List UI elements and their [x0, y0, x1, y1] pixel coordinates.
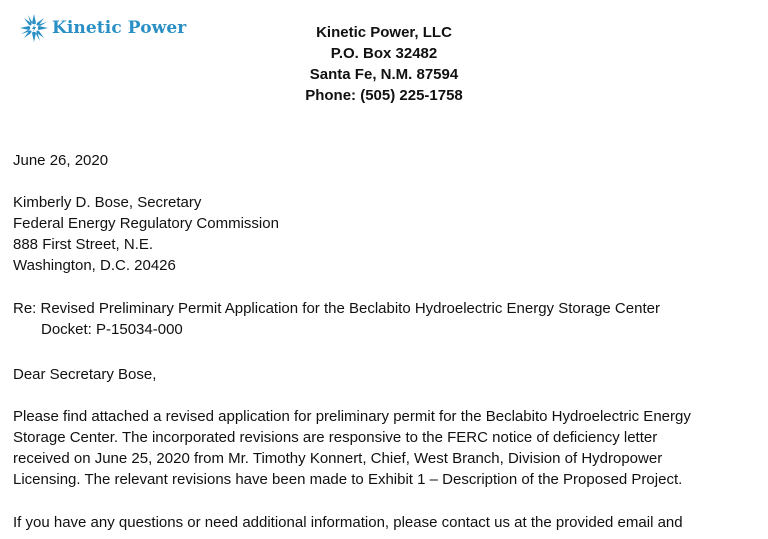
paragraph-line: Storage Center. The incorporated revisions are responsive to the FERC notice of deficiency letter [13, 429, 658, 446]
paragraph-line: received on June 25, 2020 from Mr. Timothy Konnert, Chief, West Branch, Division of Hydropower [13, 450, 663, 467]
recipient-city: Washington, D.C. 20426 [13, 257, 176, 274]
recipient-street: 888 First Street, N.E. [13, 236, 154, 253]
po-box: P.O. Box 32482 [330, 45, 438, 62]
recipient-name: Kimberly D. Bose, Secretary [13, 194, 202, 211]
letterhead [0, 22, 768, 106]
paragraph-line: Licensing. The relevant revisions have been made to Exhibit 1 – Description of the Proposed Project. [13, 471, 683, 488]
subject-block [13, 298, 660, 340]
body-paragraph-1 [13, 406, 691, 490]
company-city: Santa Fe, N.M. 87594 [309, 66, 459, 83]
paragraph-line: Please find attached a revised application for preliminary permit for the Beclabito Hydroelectric Energy [13, 408, 691, 425]
recipient-organization: Federal Energy Regulatory Commission [13, 215, 279, 232]
body-paragraph-2 [13, 512, 683, 533]
recipient-address [13, 192, 279, 276]
company-name: Kinetic Power, LLC [316, 24, 452, 41]
salutation: Dear Secretary Bose, [13, 366, 157, 383]
paragraph-line: If you have any questions or need additional information, please contact us at the provided email and [13, 514, 683, 531]
logo-text: Kinetic Power [52, 18, 187, 38]
company-phone: Phone: (505) 225-1758 [305, 87, 463, 104]
letter-date: June 26, 2020 [13, 152, 109, 169]
docket-line: Docket: P-15034-000 [41, 321, 183, 338]
subject-line: Re: Revised Preliminary Permit Application for the Beclabito Hydroelectric Energy Storage Center [13, 300, 660, 317]
